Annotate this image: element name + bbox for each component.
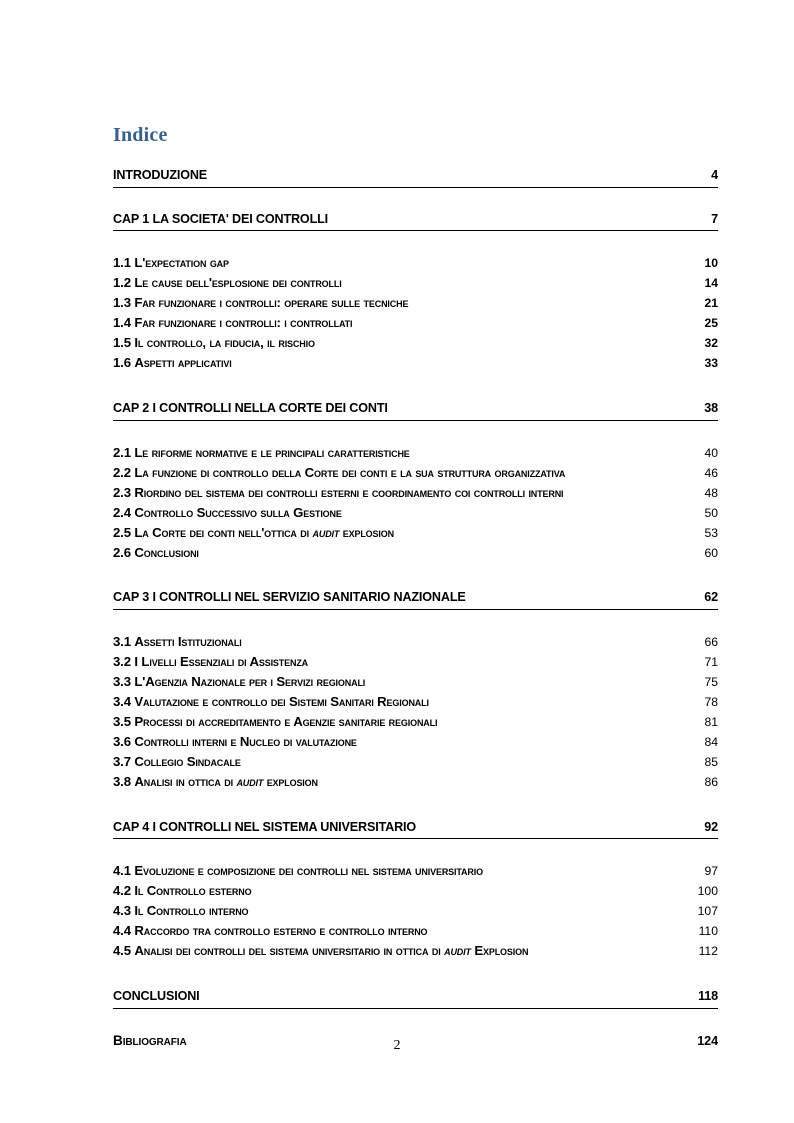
toc-entry-page-number: 100 xyxy=(697,884,718,899)
toc-entry-label xyxy=(113,672,365,691)
toc-entry-number: 1.6 xyxy=(113,355,135,371)
toc-section-entry[interactable] xyxy=(113,273,718,293)
toc-entry-text: Controllo Successivo sulla Gestione xyxy=(134,504,342,520)
table-of-contents xyxy=(113,168,718,1053)
toc-entry-page-number: 50 xyxy=(704,505,718,520)
toc-entry-number: 1.5 xyxy=(113,335,135,351)
toc-entry-text: Processi di accreditamento e Agenzie sanitarie regionali xyxy=(134,713,438,729)
toc-chapter-entry[interactable] xyxy=(113,590,718,610)
toc-entry-text: CAP 2 I CONTROLLI NELLA CORTE DEI CONTI xyxy=(113,401,388,416)
toc-section-entry[interactable] xyxy=(113,692,718,712)
toc-entry-text: INTRODUZIONE xyxy=(113,168,208,182)
toc-entry-label xyxy=(113,401,388,417)
toc-section-entry[interactable] xyxy=(113,523,718,543)
toc-entry-number: 3.7 xyxy=(113,753,135,769)
toc-entry-number: 3.1 xyxy=(113,634,135,650)
toc-entry-text: Il Controllo esterno xyxy=(134,883,252,899)
toc-entry-page-number: 71 xyxy=(704,655,718,670)
toc-entry-label xyxy=(113,333,315,352)
toc-entry-number: 2.3 xyxy=(113,484,135,500)
toc-entry-text: Evoluzione e composizione dei controlli nel sistema universitario xyxy=(134,863,483,879)
toc-section-entry[interactable] xyxy=(113,672,718,692)
toc-entry-page-number: 97 xyxy=(704,864,718,879)
toc-section-entry[interactable] xyxy=(113,503,718,523)
toc-entry-page-number: 4 xyxy=(711,168,718,182)
toc-entry-label xyxy=(113,483,563,502)
toc-section-entry[interactable] xyxy=(113,652,718,672)
toc-entry-label xyxy=(113,712,437,731)
toc-entry-page-number: 86 xyxy=(704,774,718,789)
toc-entry-label xyxy=(113,590,466,606)
toc-section-entry[interactable] xyxy=(113,712,718,732)
toc-entry-label xyxy=(113,293,408,312)
toc-entry-page-number: 66 xyxy=(704,635,718,650)
toc-entry-number: 2.6 xyxy=(113,544,135,560)
toc-entry-text: Analisi dei controlli del sistema universitario in ottica di xyxy=(134,943,445,959)
spacer xyxy=(113,610,718,632)
toc-section-entry[interactable] xyxy=(113,772,718,792)
toc-entry-label xyxy=(113,503,342,522)
toc-entry-page-number: 14 xyxy=(704,276,718,291)
toc-entry-text: CAP 3 I CONTROLLI NEL SERVIZIO SANITARIO NAZIONALE xyxy=(113,590,466,605)
toc-entry-label xyxy=(113,989,200,1005)
footer-page-number: 2 xyxy=(393,1038,401,1053)
toc-entry-page-number: 112 xyxy=(698,944,718,959)
toc-entry-number: 3.4 xyxy=(113,694,135,709)
toc-entry-page-number: 38 xyxy=(704,401,718,416)
toc-entry-number: 2.2 xyxy=(113,464,135,480)
toc-entry-text: Valutazione e controllo dei Sistemi Sanitari Regionali xyxy=(134,694,429,709)
toc-entry-page-number: 7 xyxy=(711,211,718,226)
spacer xyxy=(113,1009,718,1033)
toc-chapter-entry[interactable] xyxy=(113,820,718,840)
toc-entry-text: Analisi in ottica di xyxy=(134,773,237,789)
spacer xyxy=(113,421,718,443)
toc-entry-text: Conclusioni xyxy=(134,544,199,560)
toc-entry-label xyxy=(113,881,251,900)
toc-entry-label xyxy=(113,443,410,462)
toc-entry-emphasis: audit xyxy=(444,943,471,959)
spacer xyxy=(113,188,718,212)
spacer xyxy=(113,562,718,590)
toc-entry-text: Aspetti applicativi xyxy=(134,355,232,371)
toc-entry-number: 2.5 xyxy=(113,524,135,540)
toc-section-entry[interactable] xyxy=(113,632,718,652)
toc-entry-emphasis: audit xyxy=(236,773,264,789)
toc-section-entry[interactable] xyxy=(113,463,718,483)
toc-entry-page-number: 60 xyxy=(704,545,718,560)
toc-entry-text: Raccordo tra controllo esterno e controllo interno xyxy=(134,923,428,939)
toc-entry-text: Far funzionare i controlli: i controllati xyxy=(134,315,353,331)
toc-entry-number: 4.3 xyxy=(113,903,135,919)
toc-entry-text: La funzione di controllo della Corte dei conti e la sua struttura organizzativa xyxy=(134,464,566,480)
toc-entry-page-number: 75 xyxy=(704,675,718,690)
toc-entry-page-number: 21 xyxy=(704,296,718,311)
spacer xyxy=(113,792,718,820)
toc-entry-label xyxy=(113,901,248,920)
toc-entry-text-tail: Explosion xyxy=(470,943,529,959)
toc-entry-text-tail: explosion xyxy=(263,773,318,789)
toc-section-entry[interactable] xyxy=(113,293,718,313)
spacer xyxy=(113,373,718,401)
toc-entry-number: 4.4 xyxy=(113,923,135,939)
toc-section-entry[interactable] xyxy=(113,881,718,901)
toc-entry-page-number: 107 xyxy=(697,904,718,919)
toc-entry-number: 3.2 xyxy=(113,654,135,670)
toc-section-entry[interactable] xyxy=(113,333,718,353)
toc-entry-number: 2.1 xyxy=(113,444,135,460)
toc-entry-page-number: 84 xyxy=(704,734,718,749)
toc-section-entry[interactable] xyxy=(113,353,718,373)
toc-entry-text: La Corte dei conti nell'ottica di xyxy=(134,524,313,540)
toc-entry-page-number: 53 xyxy=(704,525,718,540)
spacer xyxy=(113,961,718,989)
toc-entry-text: L'expectation gap xyxy=(134,255,229,271)
toc-entry-text: Il controllo, la fiducia, il rischio xyxy=(134,335,315,351)
toc-entry-page-number: 85 xyxy=(704,754,718,769)
toc-entry-page-number: 118 xyxy=(698,989,718,1004)
toc-section-entry[interactable] xyxy=(113,732,718,752)
toc-entry-label xyxy=(113,772,318,791)
toc-entry-emphasis: audit xyxy=(312,524,340,540)
toc-entry-text: CAP 1 LA SOCIETA' DEI CONTROLLI xyxy=(113,211,329,226)
toc-entry-page-number: 48 xyxy=(704,485,718,500)
toc-entry-text-tail: explosion xyxy=(339,524,394,540)
toc-entry-label xyxy=(113,212,328,228)
toc-entry-label xyxy=(113,921,427,940)
toc-entry-text: Assetti Istituzionali xyxy=(134,634,242,650)
toc-entry-number: 3.5 xyxy=(113,713,135,729)
toc-entry-number: 4.1 xyxy=(113,863,135,879)
toc-entry-text: CONCLUSIONI xyxy=(113,989,200,1004)
toc-entry-label xyxy=(113,692,429,711)
toc-entry-text: Le riforme normative e le principali caratteristiche xyxy=(134,444,410,460)
toc-entry-page-number: 62 xyxy=(704,590,718,605)
toc-chapter-entry[interactable] xyxy=(113,212,718,232)
toc-entry-page-number: 110 xyxy=(698,924,718,939)
toc-entry-text: CAP 4 I CONTROLLI NEL SISTEMA UNIVERSITARIO xyxy=(113,819,417,834)
toc-entry-page-number: 33 xyxy=(704,356,718,371)
toc-entry-text: Le cause dell'esplosione dei controlli xyxy=(134,275,342,291)
toc-section-entry[interactable] xyxy=(113,752,718,772)
toc-chapter-entry[interactable] xyxy=(113,168,718,188)
toc-section-entry[interactable] xyxy=(113,443,718,463)
toc-section-entry[interactable] xyxy=(113,861,718,881)
toc-entry-label xyxy=(113,861,483,880)
toc-entry-label xyxy=(113,652,308,671)
spacer xyxy=(113,231,718,253)
toc-entry-text: Collegio Sindacale xyxy=(134,753,241,769)
toc-entry-number: 1.3 xyxy=(113,295,135,311)
toc-section-entry[interactable] xyxy=(113,921,718,941)
toc-entry-page-number: 10 xyxy=(704,256,718,271)
toc-entry-number: 2.4 xyxy=(113,504,135,520)
toc-entry-number: 3.8 xyxy=(113,773,135,789)
toc-entry-text: I Livelli Essenziali di Assistenza xyxy=(134,654,309,670)
toc-entry-label xyxy=(113,523,394,542)
toc-entry-label xyxy=(113,752,241,771)
page-title: Indice xyxy=(113,124,168,146)
toc-entry-number: 1.4 xyxy=(113,315,135,331)
toc-entry-page-number: 40 xyxy=(704,445,718,460)
toc-entry-label xyxy=(113,273,342,292)
toc-entry-label xyxy=(113,820,416,836)
toc-entry-label xyxy=(113,353,232,372)
toc-section-entry[interactable] xyxy=(113,253,718,273)
spacer xyxy=(113,839,718,861)
toc-entry-label xyxy=(113,941,528,960)
toc-entry-page-number: 32 xyxy=(704,336,718,351)
toc-entry-number: 4.5 xyxy=(113,943,135,959)
toc-entry-label xyxy=(113,253,229,272)
toc-entry-number: 4.2 xyxy=(113,883,135,899)
toc-entry-label xyxy=(113,543,199,562)
toc-entry-page-number: 78 xyxy=(704,695,718,709)
toc-section-entry[interactable] xyxy=(113,901,718,921)
toc-chapter-entry[interactable] xyxy=(113,989,718,1009)
toc-entry-number: 3.6 xyxy=(113,733,135,749)
toc-section-entry[interactable] xyxy=(113,543,718,563)
toc-entry-page-number: 46 xyxy=(704,465,718,480)
toc-entry-number: 1.1 xyxy=(113,255,135,271)
toc-entry-text: Far funzionare i controlli: operare sulle tecniche xyxy=(134,295,409,311)
toc-entry-text: Bibliografia xyxy=(113,1032,187,1048)
toc-entry-label xyxy=(113,168,207,184)
toc-entry-label xyxy=(113,463,565,482)
toc-entry-page-number: 124 xyxy=(697,1033,718,1048)
toc-section-entry[interactable] xyxy=(113,313,718,333)
toc-chapter-entry[interactable] xyxy=(113,401,718,421)
toc-section-entry[interactable] xyxy=(113,483,718,503)
toc-entry-text: L'Agenzia Nazionale per i Servizi regionali xyxy=(134,674,366,690)
toc-entry-label xyxy=(113,313,352,332)
toc-entry-page-number: 81 xyxy=(704,714,718,729)
toc-entry-text: Riordino del sistema dei controlli esterni e coordinamento coi controlli interni xyxy=(134,484,564,500)
toc-entry-label xyxy=(113,732,357,751)
toc-entry-label xyxy=(113,632,242,651)
toc-entry-number: 3.3 xyxy=(113,674,135,690)
toc-entry-text: Controlli interni e Nucleo di valutazione xyxy=(134,733,357,749)
toc-entry-page-number: 92 xyxy=(704,819,718,834)
toc-entry-text: Il Controllo interno xyxy=(134,903,249,919)
toc-entry-number: 1.2 xyxy=(113,275,135,291)
toc-entry-page-number: 25 xyxy=(704,316,718,331)
toc-section-entry[interactable] xyxy=(113,941,718,961)
